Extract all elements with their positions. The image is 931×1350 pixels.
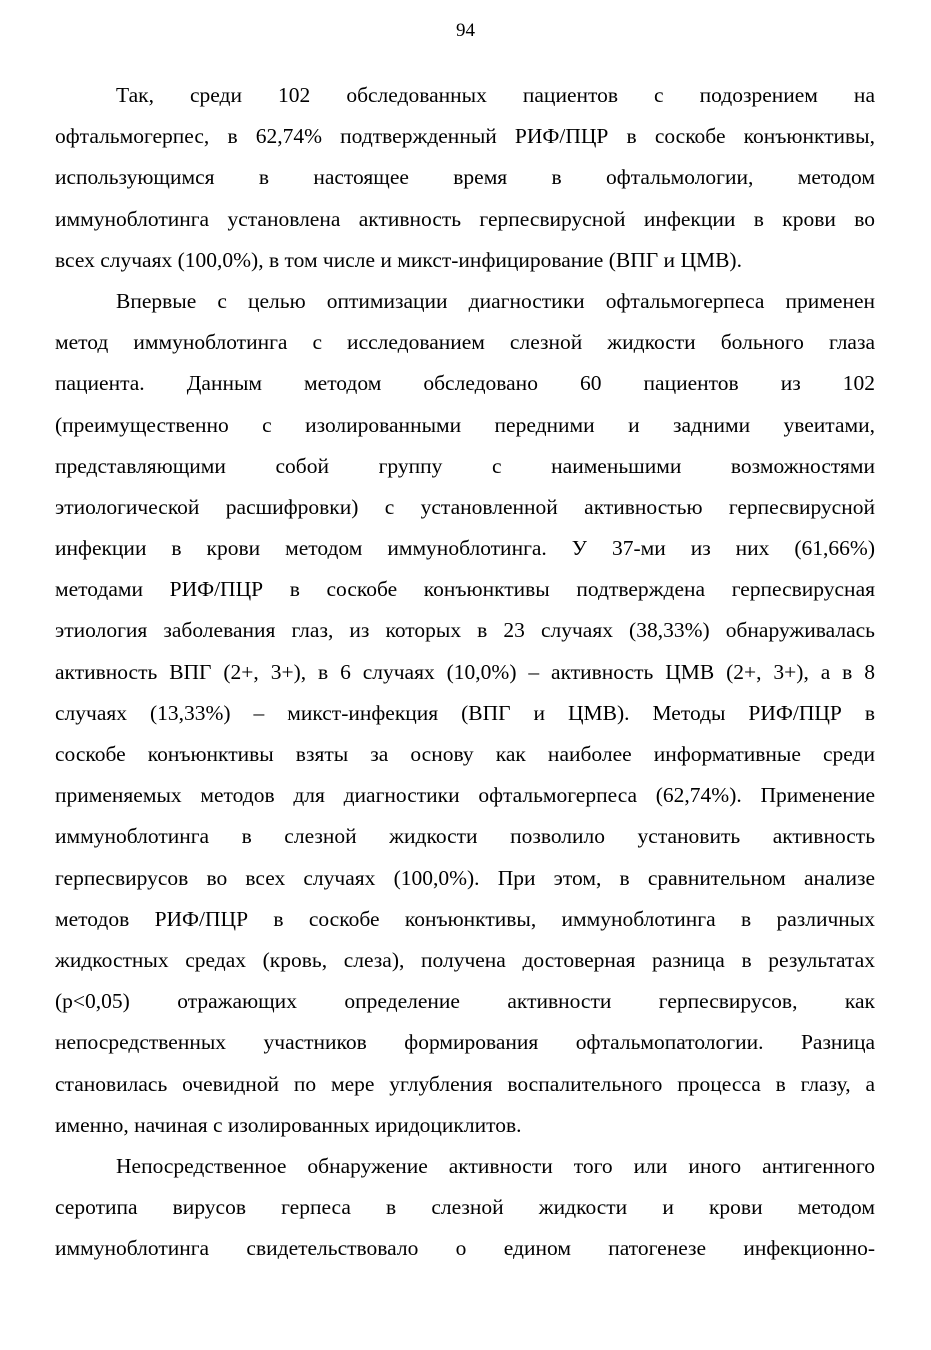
document-body [55, 75, 875, 1269]
paragraph-2-line-1: Впервые с целью оптимизации диагностики офтальмогерпеса применен [116, 288, 875, 313]
paragraph-2-line-5: представляющими собой группу с наименьшими возможностями [55, 453, 875, 478]
paragraph-2-line-12: соскобе конъюнктивы взяты за основу как наиболее информативные среди [55, 742, 875, 766]
paragraph-1-line-1: Так, среди 102 обследованных пациентов с подозрением на [116, 83, 875, 107]
paragraph-1-line-3: использующимся в настоящее время в офтальмологии, методом [55, 165, 875, 190]
paragraph-2-line-17: жидкостных средах (кровь, слеза), получена достоверная разница в результатах [55, 947, 875, 972]
paragraph-2-line-18: (p<0,05) отражающих определение активности герпесвирусов, как [55, 989, 875, 1014]
paragraph-2-line-21: именно, начиная с изолированных иридоциклитов. [55, 1112, 522, 1137]
paragraph-1-line-4: иммуноблотинга установлена активность герпесвирусной инфекции в крови во [55, 206, 875, 231]
paragraph-2-line-6: этиологической расшифровки) с установленной активностью герпесвирусной [55, 494, 875, 519]
paragraph-3-line-2: серотипа вирусов герпеса в слезной жидкости и крови методом [55, 1195, 875, 1220]
paragraph-2-line-14: иммуноблотинга в слезной жидкости позволило установить активность [55, 824, 875, 849]
paragraph-2-line-2: метод иммуноблотинга с исследованием слезной жидкости больного глаза [55, 330, 875, 355]
paragraph-2-line-16: методов РИФ/ПЦР в соскобе конъюнктивы, иммуноблотинга в различных [55, 906, 875, 931]
paragraph-1-line-2: офтальмогерпес, в 62,74% подтвержденный РИФ/ПЦР в соскобе конъюнктивы, [55, 124, 875, 149]
paragraph-1-line-5: всех случаях (100,0%), в том числе и микст-инфицирование (ВПГ и ЦМВ). [55, 247, 742, 272]
paragraph-2-line-7: инфекции в крови методом иммуноблотинга. У 37-ми из них (61,66%) [55, 536, 875, 561]
paragraph-3-line-1: Непосредственное обнаружение активности того или иного антигенного [116, 1153, 875, 1178]
paragraph-2-line-11: случаях (13,33%) – микст-инфекция (ВПГ и ЦМВ). Методы РИФ/ПЦР в [55, 700, 875, 725]
paragraph-2-line-20: становилась очевидной по мере углубления воспалительного процесса в глазу, а [55, 1071, 875, 1096]
paragraph-2-line-10: активность ВПГ (2+, 3+), в 6 случаях (10,0%) – активность ЦМВ (2+, 3+), а в 8 [55, 659, 875, 684]
paragraph-2-line-8: методами РИФ/ПЦР в соскобе конъюнктивы подтверждена герпесвирусная [55, 577, 875, 602]
paragraph-2-line-15: герпесвирусов во всех случаях (100,0%). При этом, в сравнительном анализе [55, 865, 875, 890]
paragraph-2-line-19: непосредственных участников формирования офтальмопатологии. Разница [55, 1030, 875, 1055]
paragraph-2-line-4: (преимущественно с изолированными передними и задними увеитами, [55, 412, 875, 437]
paragraph-3-line-3: иммуноблотинга свидетельствовало о едином патогенезе инфекционно- [55, 1236, 875, 1261]
paragraph-2-line-9: этиология заболевания глаз, из которых в 23 случаях (38,33%) обнаруживалась [55, 618, 875, 643]
page-number: 94 [456, 20, 475, 41]
paragraph-2-line-13: применяемых методов для диагностики офтальмогерпеса (62,74%). Применение [55, 783, 875, 808]
paragraph-2-line-3: пациента. Данным методом обследовано 60 пациентов из 102 [55, 371, 875, 396]
